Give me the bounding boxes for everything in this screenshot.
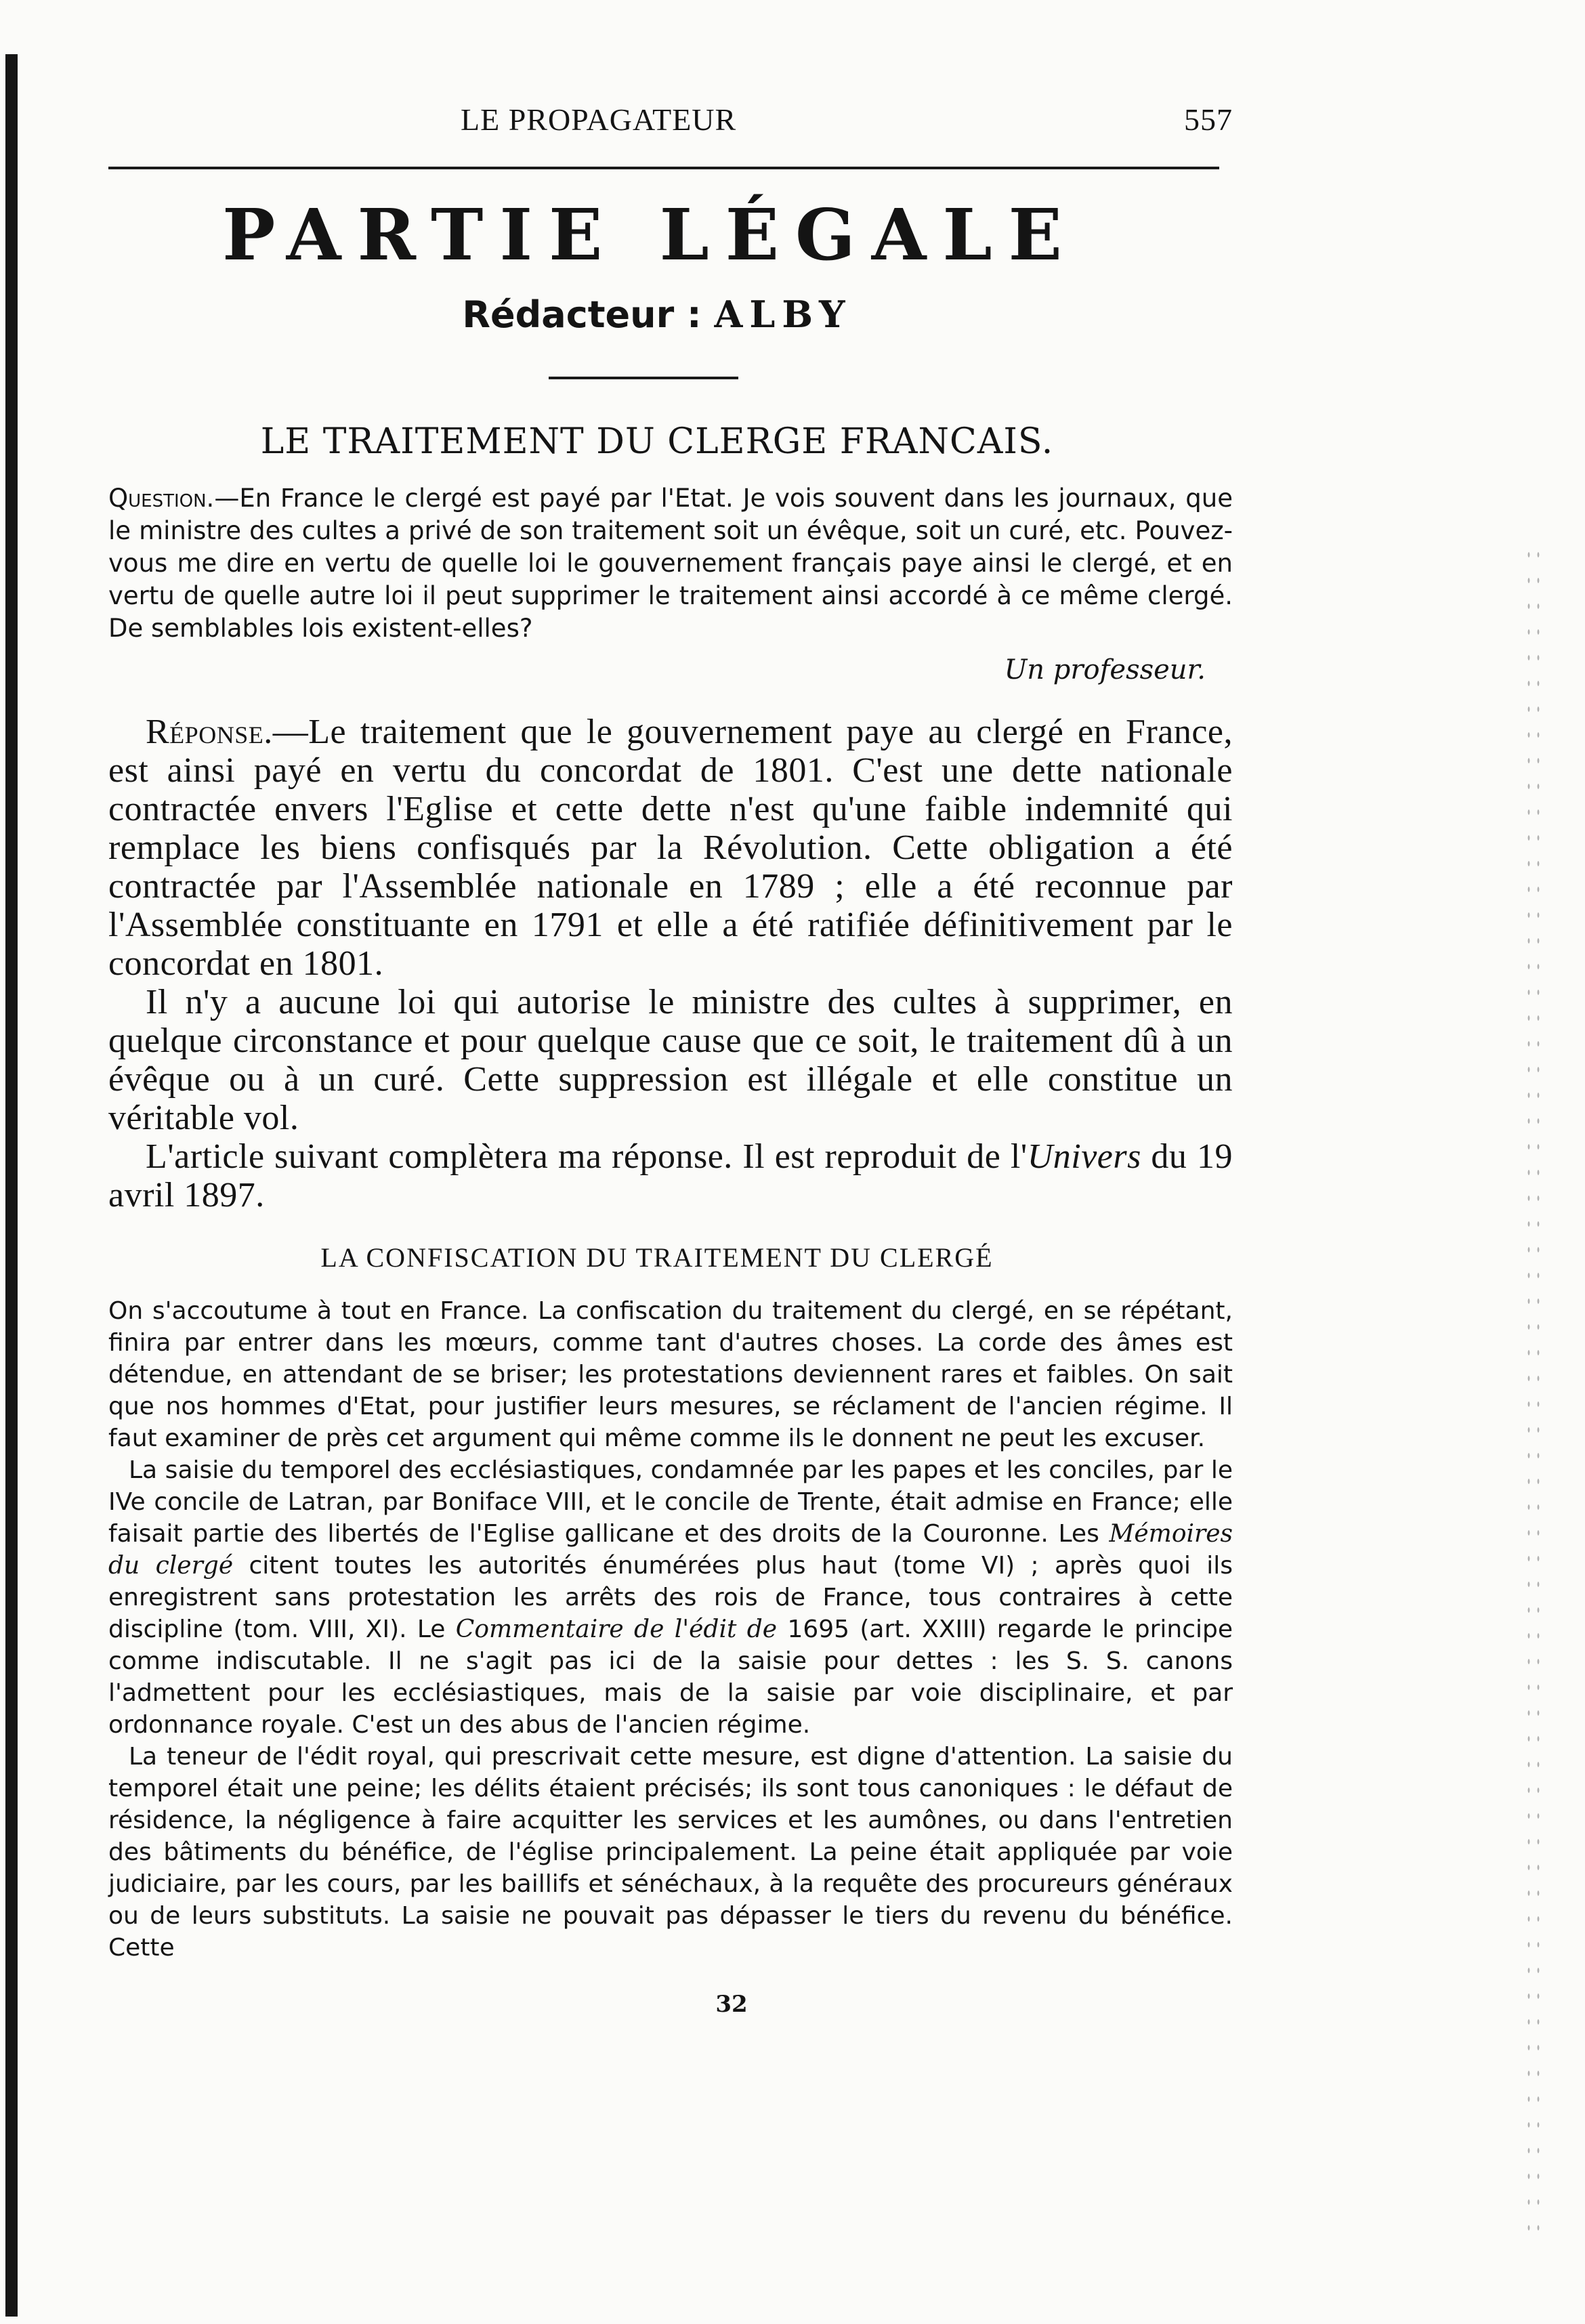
article-body <box>108 1295 1233 1964</box>
document-page <box>108 102 1233 2018</box>
question-lead: Question. <box>108 484 215 513</box>
body-p2-c: 1695 (art. XXIII) regarde le principe comme indiscutable. Il ne s'agit pas ici de la saisie pour dettes : les S. S. canons l'admettent pour les ecclésiastiques, mais de la saisie par voie disciplinaire, et par ordonnance royale. C'est un des abus de l'ancien régime. <box>108 1615 1233 1739</box>
body-paragraph-3: La teneur de l'édit royal, qui prescrivait cette mesure, est digne d'attention. La saisie du temporel était une peine; les délits étaient précisés; ils sont tous canoniques : le défaut de résidence, la négligence à faire acquitter les services et les aumônes, ou dans l'entretien des bâtiments du bénéfice, de l'église principalement. La peine était appliquée par voie judiciaire, par les cours, par les baillifs et sénéchaux, à la requête des procureurs généraux ou de leurs substituts. La saisie ne pouvait pas dépasser le tiers du revenu du bénéfice. Cette <box>108 1743 1233 1962</box>
answer-paragraph-1 <box>108 713 1233 983</box>
question-signature: Un professeur. <box>1004 654 1206 686</box>
scan-edge-speckle <box>1524 542 1544 2235</box>
scan-edge-shadow <box>5 54 18 2317</box>
divider-rule <box>549 377 738 379</box>
page-number: 557 <box>1184 102 1233 137</box>
answer-paragraph-2: Il n'y a aucune loi qui autorise le ministre des cultes à supprimer, en quelque circonstance et pour quelque cause que ce soit, le traitement dû à un évêque ou à un curé. Cette suppression est illégale et elle constitue un véritable vol. <box>108 983 1233 1138</box>
redacteur-line <box>81 293 1233 336</box>
question-paragraph <box>108 482 1233 645</box>
answer-block <box>108 713 1233 1214</box>
body-p2-em1: Mémoires du clergé <box>108 1520 1233 1580</box>
question-text: —En France le clergé est payé par l'Etat. Je vois souvent dans les journaux, que le ministre des cultes a privé de son traitement soit un évêque, soit un curé, etc. Pouvez-vous me dire en vertu de quelle loi le gouvernement français paye ainsi le clergé, et en vertu de quelle autre loi il peut supprimer le traitement ainsi accordé à ce même clergé. De semblables lois existent-elles? <box>108 484 1233 643</box>
body-paragraph-2 <box>108 1454 1233 1741</box>
redacteur-label: Rédacteur : <box>462 293 702 337</box>
section-title: PARTIE LÉGALE <box>222 193 1078 276</box>
header-rule <box>108 167 1219 169</box>
body-p2-b: citent toutes les autorités énumérées plus haut (tome VI) ; après quoi ils enregistrent sans protestation les arrêts des rois de France, tous contraires à cette discipline (tom. VIII, XI). Le <box>108 1552 1233 1644</box>
redacteur-name: ALBY <box>714 293 852 337</box>
body-p2-a: La saisie du temporel des ecclésiastiques, condamnée par les papes et les conciles, par le IVe concile de Latran, par Boniface VIII, et le concile de Trente, était admise en France; elle faisait partie des libertés de l'Eglise gallicane et des droits de la Couronne. Les <box>108 1456 1233 1548</box>
answer-lead: Réponse. <box>146 713 273 752</box>
answer-p3-em: Univers <box>1027 1137 1141 1177</box>
running-head-title: LE PROPAGATEUR <box>461 102 737 137</box>
answer-p3-before: L'article suivant complètera ma réponse. Il est reproduit de l' <box>146 1137 1028 1177</box>
running-head <box>108 102 1233 149</box>
answer-p3-after: du 19 avril 1897. <box>108 1137 1233 1215</box>
sub-title: LA CONFISCATION DU TRAITEMENT DU CLERGÉ <box>320 1242 994 1273</box>
signature-mark: 32 <box>715 1991 748 2019</box>
answer-paragraph-3 <box>108 1137 1233 1214</box>
body-p2-em2: Commentaire de l'édit de <box>455 1615 778 1644</box>
article-title: LE TRAITEMENT DU CLERGE FRANCAIS. <box>260 421 1054 463</box>
body-paragraph-1: On s'accoutume à tout en France. La confiscation du traitement du clergé, en se répétant, finira par entrer dans les mœurs, comme tant d'autres choses. La corde des âmes est détendue, en attendant de se briser; les protestations deviennent rares et faibles. On sait que nos hommes d'Etat, pour justifier leurs mesures, se réclament de l'ancien régime. Il faut examiner de près cet argument qui même comme ils le donnent ne peut les excuser. <box>108 1297 1233 1453</box>
answer-p1-text: —Le traitement que le gouvernement paye au clergé en France, est ainsi payé en vertu du concordat de 1801. C'est une dette nationale contractée envers l'Eglise et cette dette n'est qu'une faible indemnité qui remplace les biens confisqués par la Révolution. Cette obligation a été contractée par l'Assemblée nationale en 1789 ; elle a été reconnue par l'Assemblée constituante en 1791 et elle a été ratifiée définitivement par le concordat en 1801. <box>108 713 1233 984</box>
